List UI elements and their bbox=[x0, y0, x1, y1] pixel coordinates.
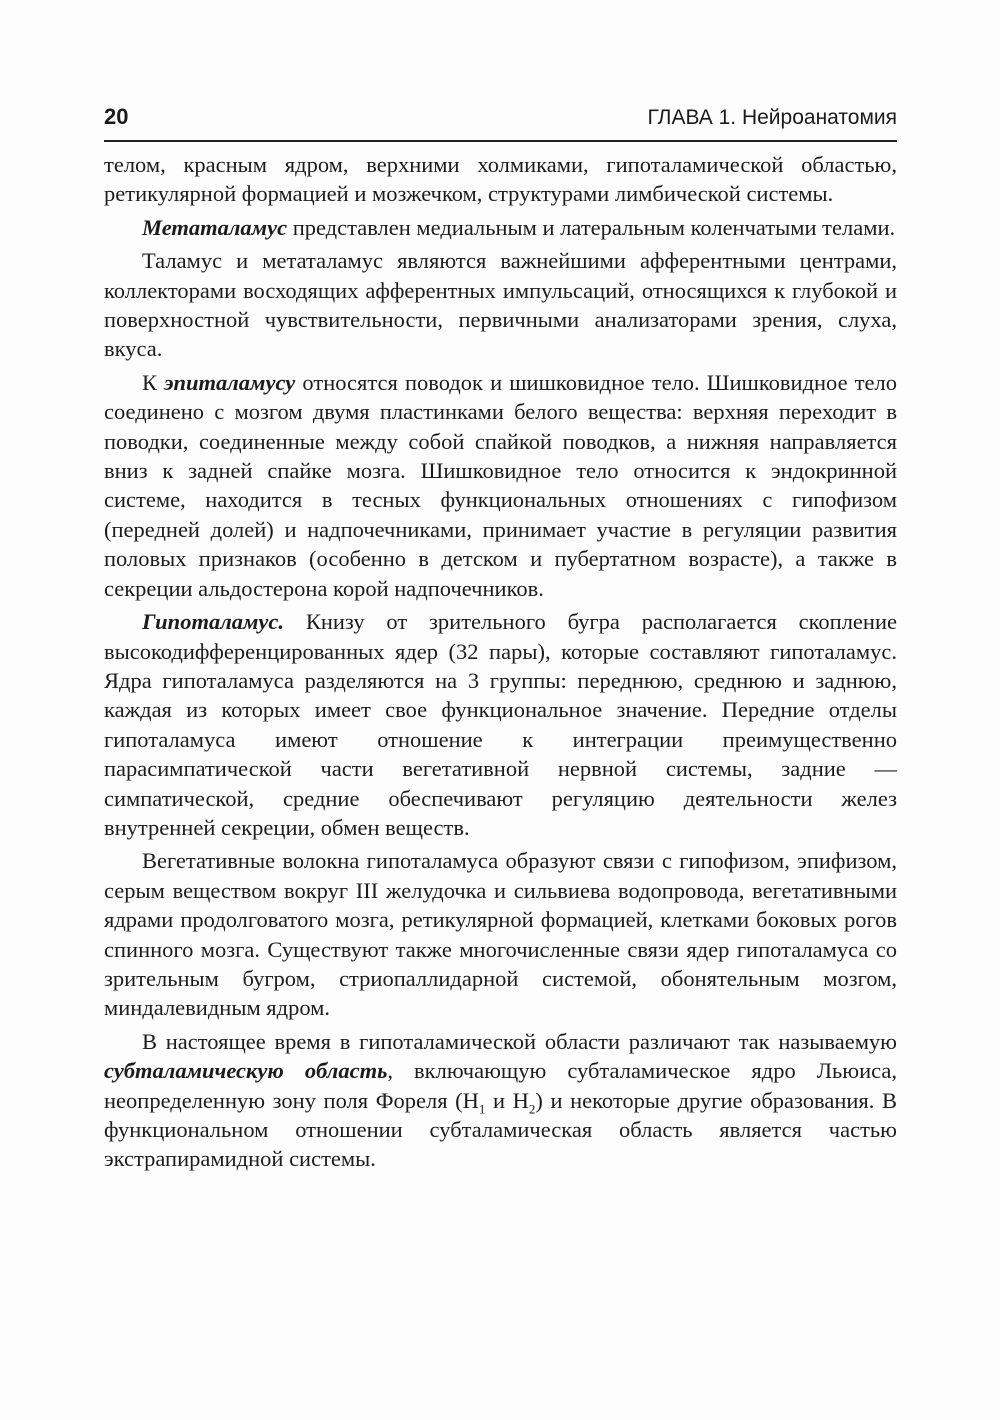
paragraph-mid: и H bbox=[485, 1087, 529, 1113]
paragraph-1 bbox=[104, 150, 897, 209]
term-subthalamic-area: субталамическую область bbox=[104, 1058, 388, 1084]
paragraph-metathalamus bbox=[104, 213, 897, 242]
paragraph-hypothalamus bbox=[104, 607, 897, 842]
paragraph-text: Книзу от зрительного бугра располагается скопление высокодифференцированных ядер (32 пары), которые составляют гипоталамус. Ядра гипоталамуса разделяются на 3 группы: переднюю, среднюю и заднюю, каждая из которых имеет свое функциональное значение. Передние отделы гипоталамуса имеют отношение к интеграции преимущественно парасимпатической части вегетативной нервной системы, задние — симпатической, средние обеспечивают регуляцию деятельности желез внутренней секреции, обмен веществ. bbox=[104, 609, 897, 840]
term-metathalamus: Метаталамус bbox=[142, 214, 288, 240]
term-epithalamus: эпиталамусу bbox=[164, 369, 296, 395]
header-rule bbox=[104, 140, 897, 142]
paragraph-prefix: В настоящее время в гипоталамической области различают так называемую bbox=[142, 1028, 897, 1054]
paragraph-text: Таламус и метаталамус являются важнейшими афферентными центрами, коллекторами восходящих афферентных импульсаций, относящихся к глубокой и поверхностной чувствительности, первичными анализаторами зрения, слуха, вкуса. bbox=[104, 248, 897, 362]
subscript-1: 1 bbox=[478, 1101, 486, 1117]
paragraph-text: телом, красным ядром, верхними холмиками, гипоталамической областью, ретикулярной формацией и мозжечком, структурами лимбической системы. bbox=[104, 152, 897, 207]
running-head: ГЛАВА 1. Нейроанатомия bbox=[647, 106, 897, 129]
paragraph-3 bbox=[104, 246, 897, 364]
paragraph-text: относятся поводок и шишковидное тело. Шишковидное тело соединено с мозгом двумя пластинками белого вещества: верхняя переходит в поводки, соединенные между собой спайкой поводков, а нижняя направляется вниз к задней спайке мозга. Шишковидное тело относится к эндокринной системе, находится в тесных функциональных отношениях с гипофизом (передней долей) и надпочечниками, принимает участие в регуляции развития половых признаков (особенно в детском и пубертатном возрасте), а также в секреции альдостерона корой надпочечников. bbox=[104, 369, 897, 601]
paragraph-epithalamus bbox=[104, 368, 897, 603]
paragraph-text: , включающую субталамическое ядро Льюиса, неопределенную зону поля Фореля (H bbox=[104, 1058, 897, 1113]
page-header bbox=[104, 104, 897, 138]
body-text bbox=[104, 150, 897, 1178]
page-number: 20 bbox=[104, 104, 129, 129]
paragraph-text: представлен медиальным и латеральным коленчатыми телами. bbox=[287, 214, 896, 240]
paragraph-tail: ) и некоторые другие образования. В функциональном отношении субталамическая область является частью экстрапирамидной системы. bbox=[104, 1087, 897, 1172]
subscript-2: 2 bbox=[528, 1101, 536, 1117]
term-hypothalamus: Гипоталамус. bbox=[142, 609, 284, 635]
paragraph-vegetative-fibers bbox=[104, 846, 897, 1022]
paragraph-subthalamus bbox=[104, 1027, 897, 1174]
paragraph-prefix: К bbox=[142, 369, 165, 395]
paragraph-text: Вегетативные волокна гипоталамуса образуют связи с гипофизом, эпифизом, серым веществом вокруг III желудочка и сильвиева водопровода, вегетативными ядрами продолговатого мозга, ретикулярной формацией, клетками боковых рогов спинного мозга. Существуют также многочисленные связи ядер гипоталамуса со зрительным бугром, стриопаллидарной системой, обонятельным мозгом, миндалевидным ядром. bbox=[104, 848, 897, 1021]
